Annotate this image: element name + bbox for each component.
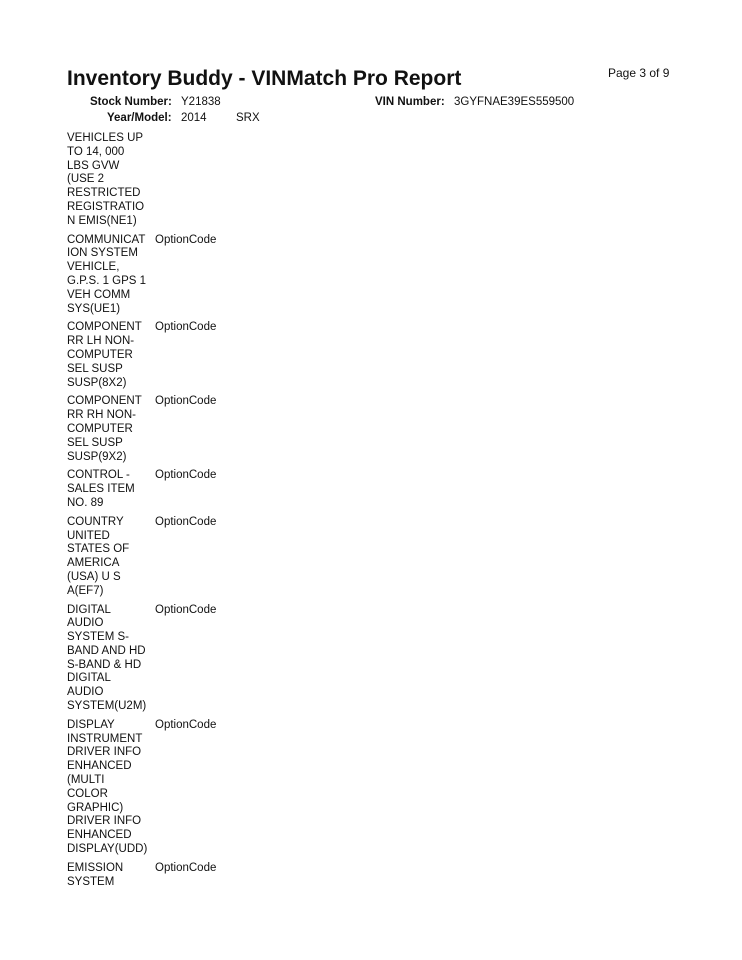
stock-number-label: Stock Number: bbox=[90, 96, 172, 108]
option-description: VEHICLES UP TO 14, 000 LBS GVW (USE 2 RESTRICTED REGISTRATIO N EMIS(NE1) bbox=[67, 132, 145, 227]
option-code: OptionCode bbox=[155, 395, 217, 408]
options-list bbox=[67, 132, 367, 894]
option-description: COMPONENT RR RH NON- COMPUTER SEL SUSP SUSP(9X2) bbox=[67, 395, 142, 463]
option-code: OptionCode bbox=[155, 718, 217, 731]
vin-number-value: 3GYFNAE39ES559500 bbox=[454, 96, 575, 108]
report-title: Inventory Buddy - VINMatch Pro Report bbox=[67, 67, 462, 90]
option-description: CONTROL - SALES ITEM NO. 89 bbox=[67, 469, 135, 509]
option-row bbox=[67, 516, 367, 599]
year-value: 2014 bbox=[181, 112, 207, 124]
option-code: OptionCode bbox=[155, 321, 217, 334]
option-row bbox=[67, 321, 367, 390]
option-description: COMMUNICAT ION SYSTEM VEHICLE, G.P.S. 1 GPS 1 VEH COMM SYS(UE1) bbox=[67, 233, 147, 315]
option-code: OptionCode bbox=[155, 603, 217, 616]
option-code: OptionCode bbox=[155, 469, 217, 482]
vin-number-label: VIN Number: bbox=[375, 96, 445, 108]
option-code: OptionCode bbox=[155, 515, 217, 528]
year-model-label: Year/Model: bbox=[107, 112, 172, 124]
option-description: COMPONENT RR LH NON- COMPUTER SEL SUSP SUSP(8X2) bbox=[67, 321, 142, 389]
option-row bbox=[67, 604, 367, 714]
option-description: COUNTRY UNITED STATES OF AMERICA (USA) U S A(EF7) bbox=[67, 515, 130, 597]
stock-number-value: Y21838 bbox=[181, 96, 221, 108]
option-description: DIGITAL AUDIO SYSTEM S- BAND AND HD S-BAND & HD DIGITAL AUDIO SYSTEM(U2M) bbox=[67, 603, 147, 713]
option-row bbox=[67, 719, 367, 857]
option-description: DISPLAY INSTRUMENT DRIVER INFO ENHANCED (MULTI COLOR GRAPHIC) DRIVER INFO ENHANCED DISPLAY(UDD) bbox=[67, 718, 148, 856]
option-code: OptionCode bbox=[155, 233, 217, 246]
option-description: EMISSION SYSTEM bbox=[67, 861, 124, 888]
page-number: Page 3 of 9 bbox=[608, 66, 670, 80]
option-row bbox=[67, 862, 367, 890]
model-value: SRX bbox=[236, 112, 260, 124]
option-row bbox=[67, 469, 367, 510]
option-code: OptionCode bbox=[155, 861, 217, 874]
option-row bbox=[67, 395, 367, 464]
option-row bbox=[67, 234, 367, 317]
option-row bbox=[67, 132, 367, 229]
